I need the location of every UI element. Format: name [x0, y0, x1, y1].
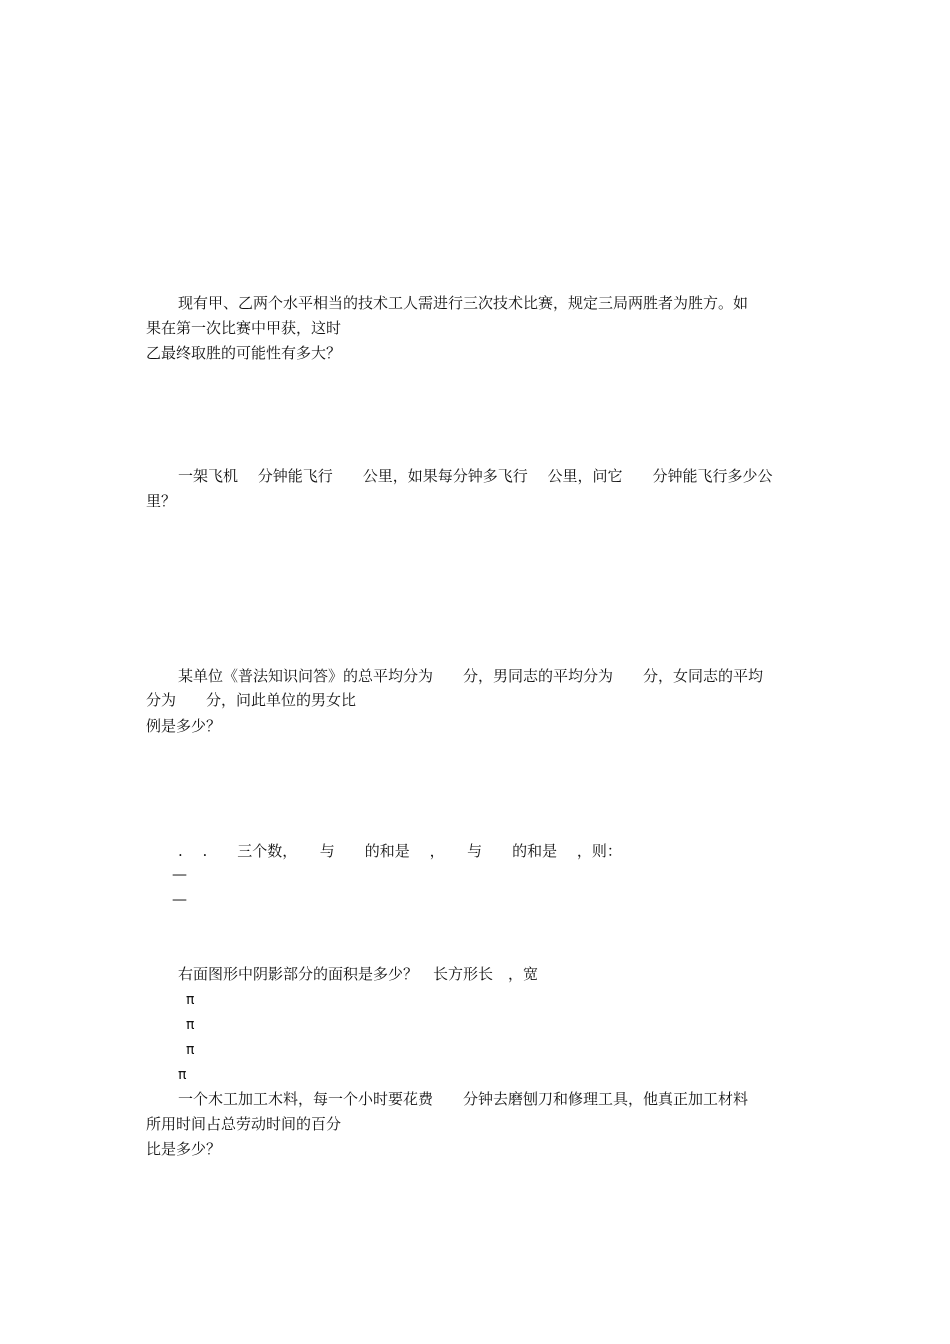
problem-1-line-3: 乙最终取胜的可能性有多大？ [146, 344, 342, 362]
problem-2-line-2: 里？ [146, 492, 177, 510]
problem-3-line-2: 分为 分，问此单位的男女比 [146, 691, 357, 709]
problem-6-line-3: 比是多少？ [146, 1140, 222, 1158]
problem-2-line-1: 一架飞机 分钟能飞行 公里，如果每分钟多飞行 公里，问它 分钟能飞行多少公 [178, 467, 773, 485]
problem-5-line-1: 右面图形中阴影部分的面积是多少？ 长方形长 ，宽 [178, 965, 539, 983]
problem-3-line-1: 某单位《普法知识问答》的总平均分为 分，男同志的平均分为 分，女同志的平均 [178, 667, 764, 685]
problem-5-pi-4: π [178, 1067, 187, 1083]
problem-5-pi-3: π [186, 1042, 195, 1058]
problem-4-fraction-bar-1: — [172, 865, 187, 883]
problem-5-pi-2: π [186, 1017, 195, 1033]
problem-6-line-2: 所用时间占总劳动时间的百分 [146, 1115, 342, 1133]
problem-6-line-1: 一个木工加工木料，每一个小时要花费 分钟去磨刨刀和修理工具，他真正加工材料 [178, 1090, 749, 1108]
problem-4-fraction-bar-2: — [172, 890, 187, 908]
problem-1-line-2: 果在第一次比赛中甲获，这时 [146, 319, 342, 337]
problem-5-pi-1: π [186, 992, 195, 1008]
problem-3-line-3: 例是多少？ [146, 717, 222, 735]
problem-1-line-1: 现有甲、乙两个水平相当的技术工人需进行三次技术比赛，规定三局两胜者为胜方。如 [178, 294, 749, 312]
problem-4-line-1: . . 三个数， 与 的和是 ， 与 的和是 ，则： [178, 842, 622, 860]
